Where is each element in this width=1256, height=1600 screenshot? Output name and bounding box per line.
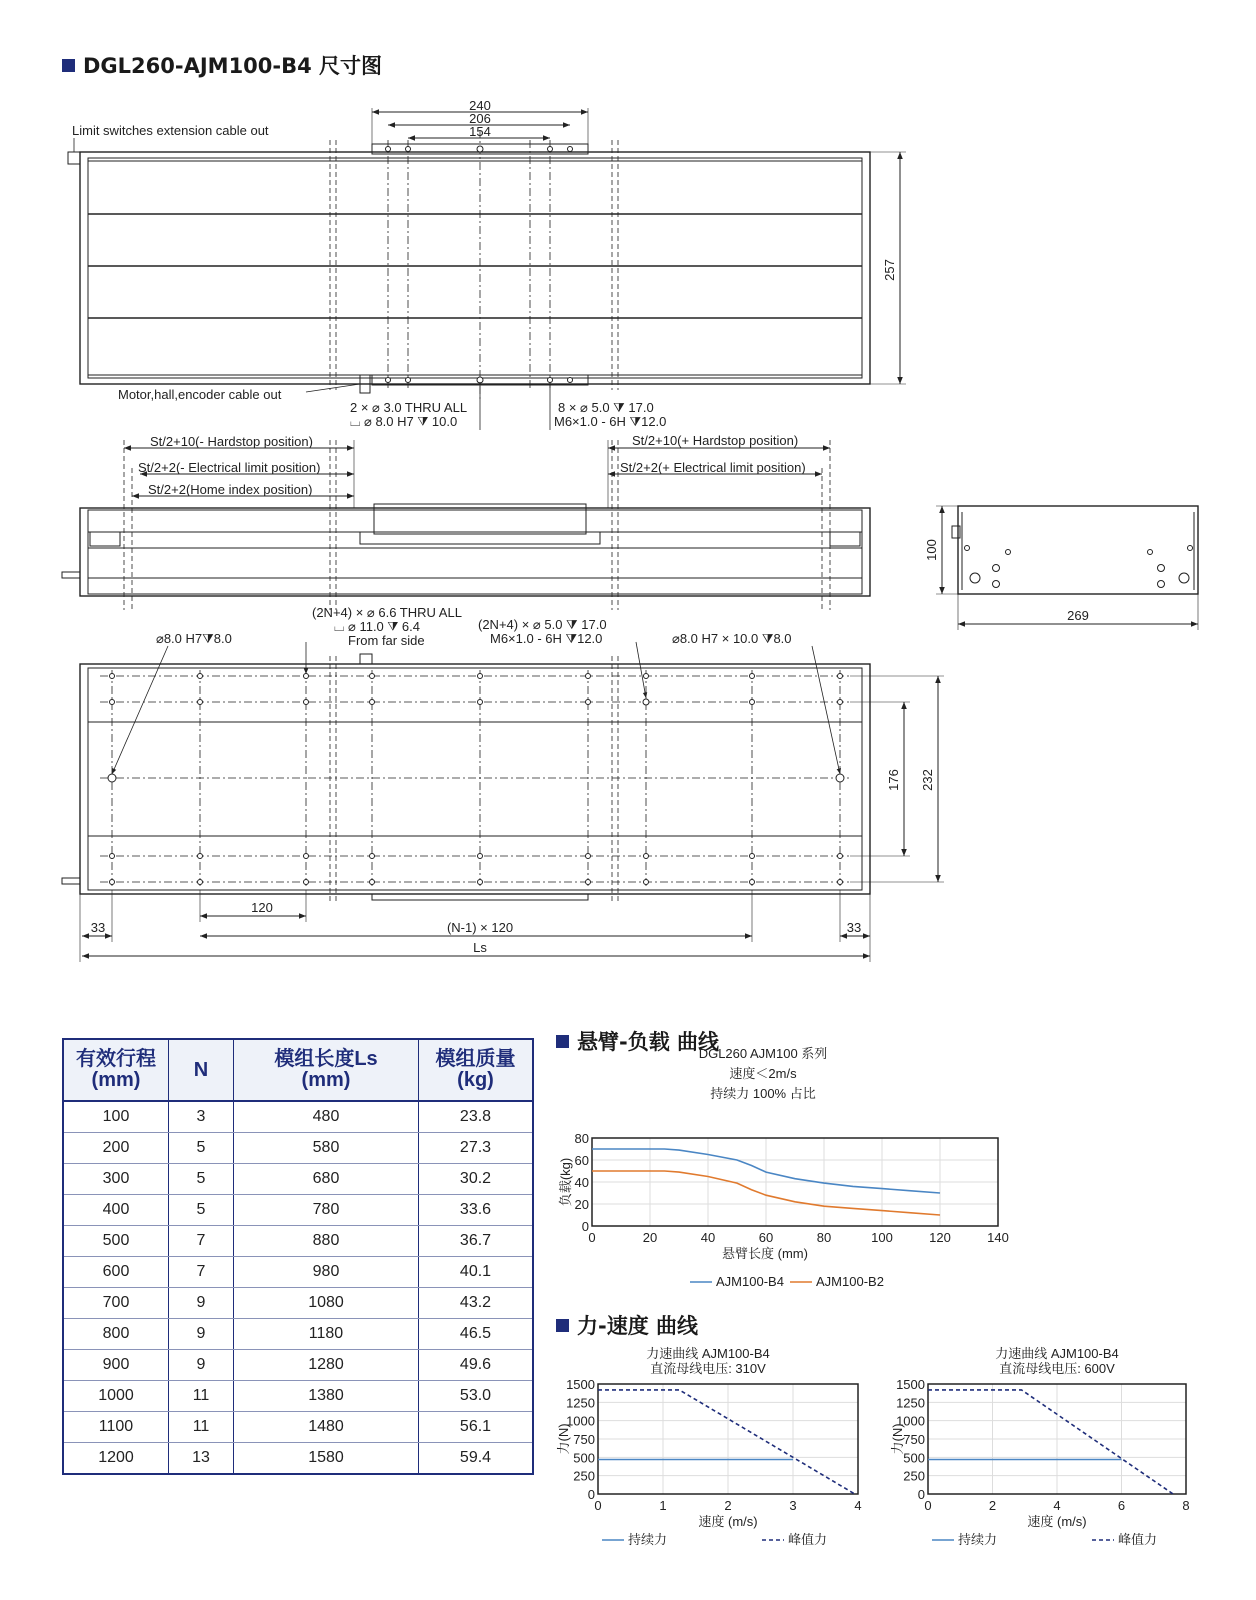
y-tick-label: 250 (903, 1468, 925, 1484)
dim-33-right: 33 (846, 920, 862, 935)
table-cell: 980 (234, 1257, 419, 1288)
y-tick-label: 500 (903, 1450, 925, 1466)
table-cell: 480 (234, 1101, 419, 1133)
page-title (62, 50, 382, 80)
y-axis-label: 力(N) (890, 1423, 905, 1455)
y-tick-label: 1500 (566, 1377, 595, 1392)
x-tick-label: 0 (594, 1498, 602, 1513)
note-left: ⌀8.0 H7⧩8.0 (156, 631, 232, 646)
table-cell: 11 (169, 1412, 234, 1443)
home-index: St/2+2(Home index position) (148, 482, 313, 497)
x-tick-label: 1 (659, 1498, 667, 1513)
table-cell: 400 (63, 1195, 169, 1226)
legend-label: 持续力 (958, 1532, 998, 1547)
chart-subtitle: 直流母线电压: 310V (650, 1361, 766, 1376)
table-cell: 1280 (234, 1350, 419, 1381)
dim-120: 120 (251, 900, 273, 915)
x-tick-label: 20 (642, 1230, 658, 1245)
x-tick-label: 8 (1182, 1498, 1190, 1513)
force-speed-title: 力-速度 曲线 (556, 1310, 698, 1340)
label-motor-cable: Motor,hall,encoder cable out (118, 387, 282, 402)
dimension-drawing (0, 90, 1256, 990)
table-cell: 5 (169, 1133, 234, 1164)
y-tick-label: 1000 (566, 1413, 595, 1429)
table-cell: 1200 (63, 1443, 169, 1475)
table-cell: 700 (63, 1288, 169, 1319)
y-tick-label: 0 (587, 1487, 595, 1502)
legend-label: AJM100-B2 (816, 1274, 884, 1289)
table-row (63, 1101, 533, 1133)
series-line-1 (598, 1390, 855, 1494)
x-tick-label: 3 (789, 1498, 797, 1513)
table-cell: 1100 (63, 1412, 169, 1443)
legend-label: AJM100-B4 (716, 1274, 784, 1289)
note-a1: (2N+4) × ⌀ 6.6 THRU ALL (312, 605, 462, 620)
table-cell: 9 (169, 1350, 234, 1381)
y-tick-label: 1500 (896, 1377, 925, 1392)
note-b1: (2N+4) × ⌀ 5.0 ⧩ 17.0 (478, 617, 607, 632)
table-cell: 23.8 (419, 1101, 534, 1133)
y-tick-label: 0 (917, 1487, 925, 1502)
th-mass: 模组质量 (kg) (419, 1039, 534, 1101)
y-tick-label: 500 (573, 1450, 595, 1466)
table-cell: 11 (169, 1381, 234, 1412)
dim-176: 176 (886, 769, 901, 791)
th-stroke: 有效行程 (mm) (63, 1039, 169, 1101)
table-cell: 580 (234, 1133, 419, 1164)
table-cell: 7 (169, 1257, 234, 1288)
cantilever-chart (560, 1046, 1060, 1296)
y-axis-label: 负载(kg) (558, 1157, 573, 1207)
chart-title: 力速曲线 AJM100-B4 (995, 1346, 1119, 1361)
table-cell: 5 (169, 1164, 234, 1195)
dim-154: 154 (469, 124, 491, 139)
x-tick-label: 100 (871, 1230, 893, 1245)
x-tick-label: 2 (724, 1498, 732, 1513)
table-cell: 1480 (234, 1412, 419, 1443)
table-cell: 600 (63, 1257, 169, 1288)
top-view (68, 108, 906, 430)
force-speed-chart-600v (890, 1346, 1236, 1596)
cantilever-title: 悬臂-负载 曲线 (556, 1026, 719, 1056)
legend-label: 峰值力 (788, 1532, 828, 1547)
chart-subtitle: 速度＜2m/s (729, 1066, 797, 1081)
chart-title: DGL260 AJM100 系列 (698, 1046, 828, 1061)
table-cell: 33.6 (419, 1195, 534, 1226)
x-tick-label: 80 (816, 1230, 832, 1245)
y-axis-label: 力(N) (556, 1423, 571, 1455)
x-tick-label: 6 (1117, 1498, 1126, 1513)
table-cell: 27.3 (419, 1133, 534, 1164)
table-cell: 49.6 (419, 1350, 534, 1381)
legend-label: 峰值力 (1118, 1532, 1158, 1547)
hole-note-2b: M6×1.0 - 6H ⧩12.0 (554, 414, 667, 429)
th-n: N (169, 1039, 234, 1101)
table-cell: 46.5 (419, 1319, 534, 1350)
title-square-icon (62, 59, 75, 72)
note-a2: ⌴ ⌀ 11.0 ⧩ 6.4 (334, 619, 421, 634)
title-square-icon (556, 1319, 569, 1332)
table-cell: 1580 (234, 1443, 419, 1475)
table-row (63, 1443, 533, 1475)
y-tick-label: 0 (581, 1219, 589, 1234)
table-row (63, 1164, 533, 1195)
label-limit-cable: Limit switches extension cable out (72, 123, 269, 138)
page-title-text: DGL260-AJM100-B4 尺寸图 (83, 54, 383, 78)
y-tick-label: 60 (574, 1153, 589, 1168)
dim-33-left: 33 (90, 920, 106, 935)
table-cell: 1180 (234, 1319, 419, 1350)
table-cell: 36.7 (419, 1226, 534, 1257)
spec-table (62, 1038, 534, 1475)
table-cell: 40.1 (419, 1257, 534, 1288)
series-line-1 (928, 1390, 1173, 1494)
hardstop-pos: St/2+10(+ Hardstop position) (632, 433, 799, 448)
bottom-view (62, 642, 944, 962)
table-row (63, 1412, 533, 1443)
x-tick-label: 40 (700, 1230, 716, 1245)
table-row (63, 1257, 533, 1288)
y-tick-label: 1000 (896, 1413, 925, 1429)
dim-pitch: (N-1) × 120 (446, 920, 514, 935)
table-cell: 1080 (234, 1288, 419, 1319)
elec-limit-neg: St/2+2(- Electrical limit position) (138, 460, 321, 475)
table-cell: 200 (63, 1133, 169, 1164)
table-row (63, 1226, 533, 1257)
table-cell: 800 (63, 1319, 169, 1350)
y-tick-label: 1250 (896, 1395, 925, 1411)
y-tick-label: 40 (574, 1175, 589, 1190)
x-axis-label: 速度 (m/s) (698, 1514, 758, 1529)
table-row (63, 1288, 533, 1319)
table-cell: 780 (234, 1195, 419, 1226)
x-tick-label: 2 (988, 1498, 997, 1513)
table-row (63, 1195, 533, 1226)
th-length: 模组长度Ls (mm) (234, 1039, 419, 1101)
table-cell: 59.4 (419, 1443, 534, 1475)
table-row (63, 1350, 533, 1381)
x-tick-label: 4 (854, 1498, 862, 1513)
hole-note-1a: 2 × ⌀ 3.0 THRU ALL (350, 400, 468, 415)
note-b2: M6×1.0 - 6H ⧩12.0 (490, 631, 603, 646)
table-cell: 9 (169, 1319, 234, 1350)
x-tick-label: 140 (987, 1230, 1009, 1245)
table-cell: 13 (169, 1443, 234, 1475)
table-row (63, 1381, 533, 1412)
table-cell: 30.2 (419, 1164, 534, 1195)
x-tick-label: 60 (758, 1230, 774, 1245)
y-tick-label: 20 (574, 1197, 589, 1212)
y-tick-label: 250 (573, 1468, 595, 1484)
table-cell: 100 (63, 1101, 169, 1133)
force-speed-chart-310v (556, 1346, 900, 1596)
chart-subtitle: 持续力 100% 占比 (710, 1086, 816, 1101)
dim-269: 269 (1067, 608, 1089, 623)
hole-note-2a: 8 × ⌀ 5.0 ⧩ 17.0 (558, 400, 654, 415)
dim-232: 232 (920, 769, 935, 791)
table-cell: 53.0 (419, 1381, 534, 1412)
dim-257: 257 (882, 259, 897, 281)
chart-subtitle: 直流母线电压: 600V (999, 1361, 1115, 1376)
chart-content (558, 1046, 1009, 1289)
x-tick-label: 0 (588, 1230, 596, 1245)
table-cell: 5 (169, 1195, 234, 1226)
dim-240: 240 (469, 98, 491, 113)
table-cell: 43.2 (419, 1288, 534, 1319)
table-cell: 56.1 (419, 1412, 534, 1443)
x-tick-label: 0 (924, 1498, 932, 1513)
table-cell: 1380 (234, 1381, 419, 1412)
legend-label: 持续力 (628, 1532, 668, 1547)
table-cell: 3 (169, 1101, 234, 1133)
table-cell: 1000 (63, 1381, 169, 1412)
x-axis-label: 悬臂长度 (mm) (722, 1246, 808, 1261)
table-body (63, 1101, 533, 1474)
table-header-row (63, 1039, 533, 1101)
x-tick-label: 120 (929, 1230, 951, 1245)
dim-100: 100 (924, 539, 939, 561)
table-cell: 900 (63, 1350, 169, 1381)
hardstop-neg: St/2+10(- Hardstop position) (150, 434, 313, 449)
x-axis-label: 速度 (m/s) (1027, 1514, 1087, 1529)
note-right: ⌀8.0 H7 × 10.0 ⧩8.0 (672, 631, 792, 646)
elec-limit-pos: St/2+2(+ Electrical limit position) (620, 460, 806, 475)
table-row (63, 1133, 533, 1164)
table-cell: 500 (63, 1226, 169, 1257)
chart-title: 力速曲线 AJM100-B4 (646, 1346, 770, 1361)
y-tick-label: 750 (903, 1432, 925, 1447)
table-cell: 880 (234, 1226, 419, 1257)
y-tick-label: 1250 (566, 1395, 595, 1411)
y-tick-label: 750 (573, 1432, 595, 1447)
table-cell: 7 (169, 1226, 234, 1257)
dim-206: 206 (469, 111, 491, 126)
table-row (63, 1319, 533, 1350)
y-tick-label: 80 (574, 1131, 589, 1146)
table-cell: 680 (234, 1164, 419, 1195)
table-cell: 300 (63, 1164, 169, 1195)
table-cell: 9 (169, 1288, 234, 1319)
x-tick-label: 4 (1053, 1498, 1061, 1513)
note-a3: From far side (348, 633, 425, 648)
dim-ls: Ls (473, 940, 487, 955)
hole-note-1b: ⌴ ⌀ 8.0 H7 ⧩ 10.0 (350, 414, 458, 429)
